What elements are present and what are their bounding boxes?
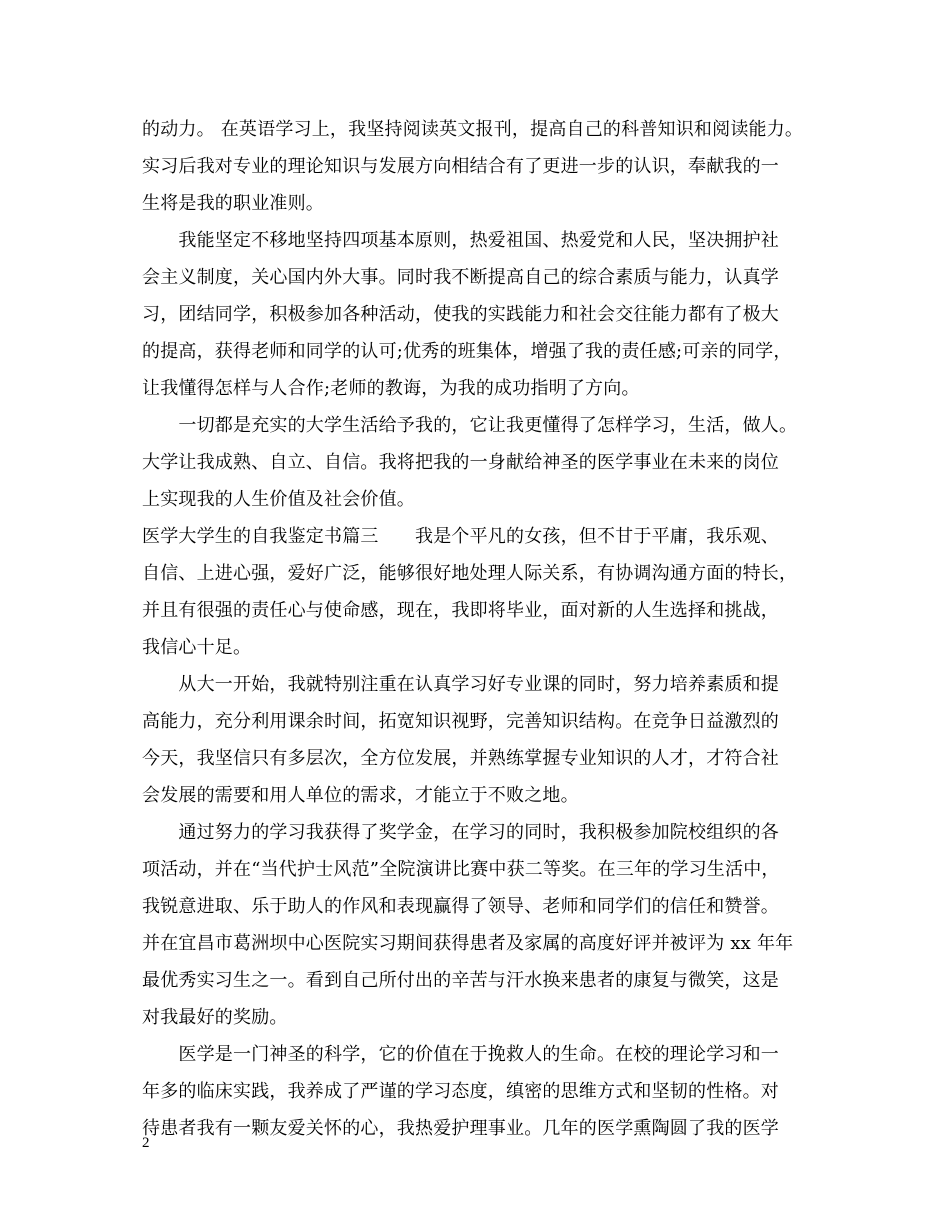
text-line: 的提高，获得老师和同学的认可;优秀的班集体，增强了我的责任感;可亲的同学， <box>142 341 792 362</box>
text-line: 上实现我的人生价值及社会价值。 <box>142 489 415 510</box>
page-number: 2 <box>142 1135 150 1151</box>
text-line: 通过努力的学习我获得了奖学金，在学习的同时，我积极参加院校组织的各 <box>142 822 779 843</box>
text-line: 今天，我坚信只有多层次，全方位发展，并熟练掌握专业知识的人才，才符合社 <box>142 748 779 769</box>
text-line: 待患者我有一颗友爱关怀的心，我热爱护理事业。几年的医学熏陶圆了我的医学 <box>142 1118 779 1139</box>
text-line: 生将是我的职业准则。 <box>142 193 324 214</box>
text-line: 项活动，并在“当代护士风范”全院演讲比赛中获二等奖。在三年的学习生活中， <box>142 859 780 880</box>
text-line: 我信心十足。 <box>142 637 252 658</box>
section-heading-line: 医学大学生的自我鉴定书篇三 我是个平凡的女孩，但不甘于平庸，我乐观、 <box>142 526 779 547</box>
text-line: 会主义制度，关心国内外大事。同时我不断提高自己的综合素质与能力，认真学 <box>142 267 779 288</box>
text-line: 最优秀实习生之一。看到自己所付出的辛苦与汗水换来患者的康复与微笑，这是 <box>142 970 779 991</box>
text-line: 会发展的需要和用人单位的需求，才能立于不败之地。 <box>142 785 579 806</box>
text-line: 年多的临床实践，我养成了严谨的学习态度，缜密的思维方式和坚韧的性格。对 <box>142 1081 779 1102</box>
text-line: 的动力。 在英语学习上，我坚持阅读英文报刊，提高自己的科普知识和阅读能力。 <box>142 119 804 140</box>
text-line: 习，团结同学，积极参加各种活动，使我的实践能力和社会交往能力都有了极大 <box>142 304 779 325</box>
text-line: 大学让我成熟、自立、自信。我将把我的一身献给神圣的医学事业在未来的岗位 <box>142 452 779 473</box>
text-line: 并在宜昌市葛洲坝中心医院实习期间获得患者及家属的高度好评并被评为 xx 年年 <box>142 933 794 954</box>
text-line: 高能力，充分利用课余时间，拓宽知识视野，完善知识结构。在竞争日益激烈的 <box>142 711 779 732</box>
text-line: 实习后我对专业的理论知识与发展方向相结合有了更进一步的认识，奉献我的一 <box>142 156 779 177</box>
text-line: 让我懂得怎样与人合作;老师的教诲，为我的成功指明了方向。 <box>142 378 640 399</box>
text-line: 一切都是充实的大学生活给予我的，它让我更懂得了怎样学习，生活，做人。 <box>142 415 798 436</box>
text-line: 我锐意进取、乐于助人的作风和表现赢得了领导、老师和同学们的信任和赞誉。 <box>142 896 779 917</box>
text-line: 医学是一门神圣的科学，它的价值在于挽救人的生命。在校的理论学习和一 <box>142 1044 779 1065</box>
text-line: 对我最好的奖励。 <box>142 1007 288 1028</box>
text-line: 我能坚定不移地坚持四项基本原则，热爱祖国、热爱党和人民，坚决拥护社 <box>142 230 779 251</box>
text-line: 并且有很强的责任心与使命感，现在，我即将毕业，面对新的人生选择和挑战， <box>142 600 779 621</box>
text-line: 从大一开始，我就特别注重在认真学习好专业课的同时，努力培养素质和提 <box>142 674 779 695</box>
text-line: 自信、上进心强，爱好广泛，能够很好地处理人际关系，有协调沟通方面的特长， <box>142 563 798 584</box>
